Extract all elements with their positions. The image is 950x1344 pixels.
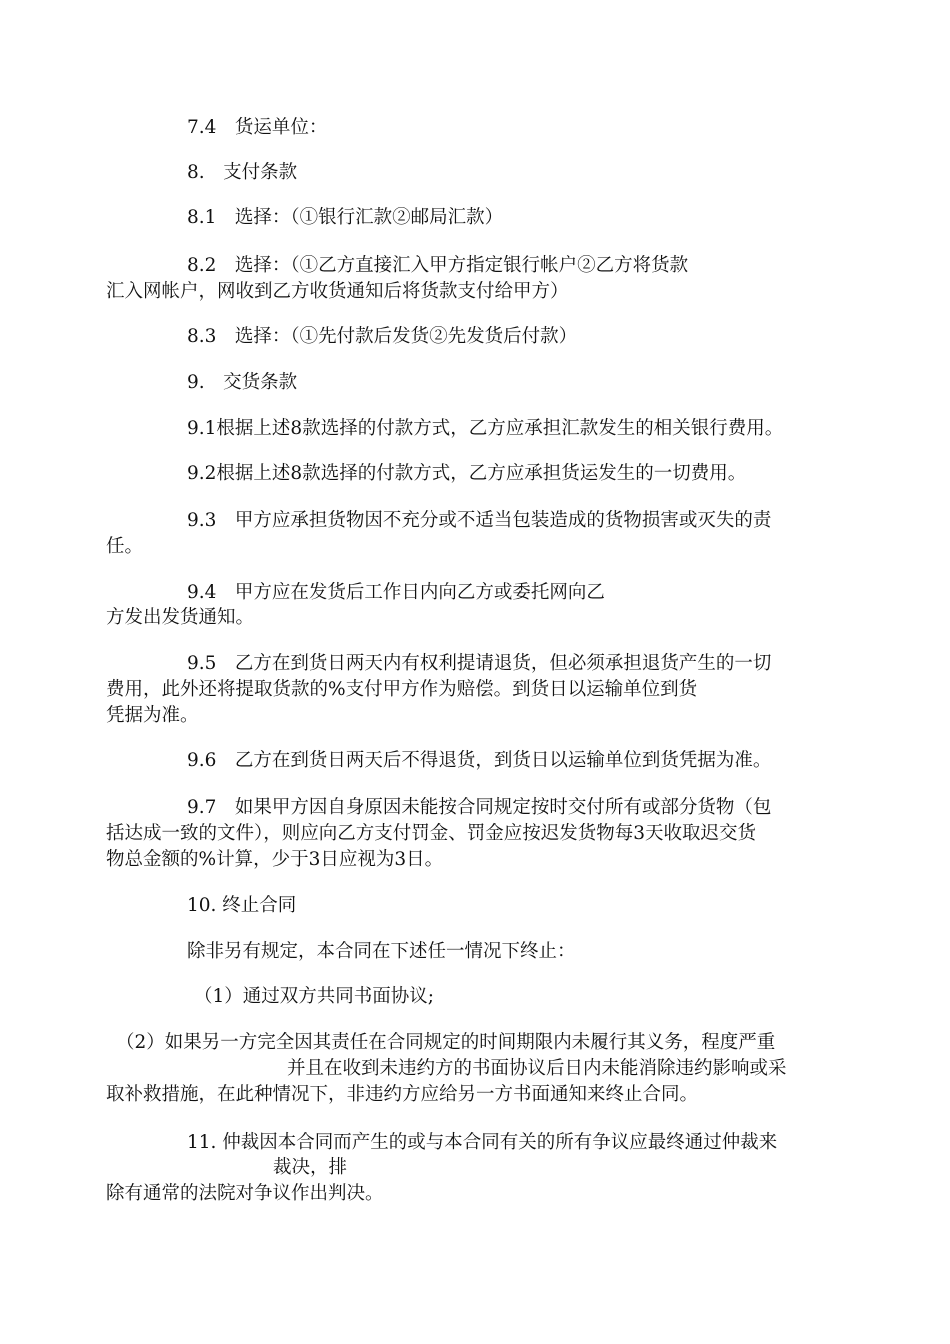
- termination-item-2-line-3: 取补救措施，在此种情况下，非违约方应给另一方书面通知来终止合同。: [106, 1084, 699, 1105]
- section-9-1-bank-fees: 9.1根据上述8款选择的付款方式，乙方应承担汇款发生的相关银行费用。: [187, 418, 784, 439]
- section-9-3-line-2: 任。: [106, 536, 144, 557]
- section-10-heading-termination: 10. 终止合同: [187, 895, 297, 916]
- section-8-2-line-2: 汇入网帐户，网收到乙方收货通知后将货款支付给甲方）: [106, 281, 569, 302]
- section-9-7-line-2: 括达成一致的文件），则应向乙方支付罚金、罚金应按迟发货物每3天收取迟交货: [106, 823, 757, 844]
- section-9-4-line-2: 方发出发货通知。: [106, 607, 255, 628]
- section-11-arbitration-line-2: 裁决，排: [273, 1157, 348, 1178]
- section-9-5-line-2: 费用，此外还将提取货款的%支付甲方作为赔偿。到货日以运输单位到货: [106, 679, 698, 700]
- termination-item-1: （1）通过双方共同书面协议;: [194, 986, 435, 1007]
- section-8-1-remittance-choice: 8.1 选择：（①银行汇款②邮局汇款）: [187, 207, 504, 228]
- section-9-heading-delivery-terms: 9. 交货条款: [187, 372, 298, 393]
- section-9-7-line-3: 物总金额的%计算，少于3日应视为3日。: [106, 849, 444, 870]
- section-9-7-line-1: 9.7 如果甲方因自身原因未能按合同规定按时交付所有或部分货物（包: [187, 797, 772, 818]
- termination-intro: 除非另有规定，本合同在下述任一情况下终止：: [187, 941, 576, 962]
- section-9-3-line-1: 9.3 甲方应承担货物因不充分或不适当包装造成的货物损害或灭失的责: [187, 510, 772, 531]
- section-11-arbitration-line-3: 除有通常的法院对争议作出判决。: [106, 1183, 384, 1204]
- section-8-2-line-1: 8.2 选择：（①乙方直接汇入甲方指定银行帐户②乙方将货款: [187, 255, 689, 276]
- section-9-6-no-returns: 9.6 乙方在到货日两天后不得退货，到货日以运输单位到货凭据为准。: [187, 750, 772, 771]
- termination-item-2-line-1: （2）如果另一方完全因其责任在合同规定的时间期限内未履行其义务，程度严重: [116, 1032, 776, 1053]
- section-11-arbitration-line-1: 11. 仲裁因本合同而产生的或与本合同有关的所有争议应最终通过仲裁来: [187, 1132, 778, 1153]
- section-8-3-payment-order-choice: 8.3 选择：（①先付款后发货②先发货后付款）: [187, 326, 578, 347]
- termination-item-2-line-2: 并且在收到未违约方的书面协议后日内未能消除违约影响或采: [287, 1058, 787, 1079]
- section-9-5-line-1: 9.5 乙方在到货日两天内有权利提请退货，但必须承担退货产生的一切: [187, 653, 772, 674]
- section-9-5-line-3: 凭据为准。: [106, 705, 199, 726]
- section-8-heading-payment-terms: 8. 支付条款: [187, 162, 298, 183]
- section-9-4-line-1: 9.4 甲方应在发货后工作日内向乙方或委托网向乙: [187, 582, 605, 603]
- section-7-4-freight-unit: 7.4 货运单位：: [187, 117, 328, 138]
- section-9-2-freight-fees: 9.2根据上述8款选择的付款方式，乙方应承担货运发生的一切费用。: [187, 463, 747, 484]
